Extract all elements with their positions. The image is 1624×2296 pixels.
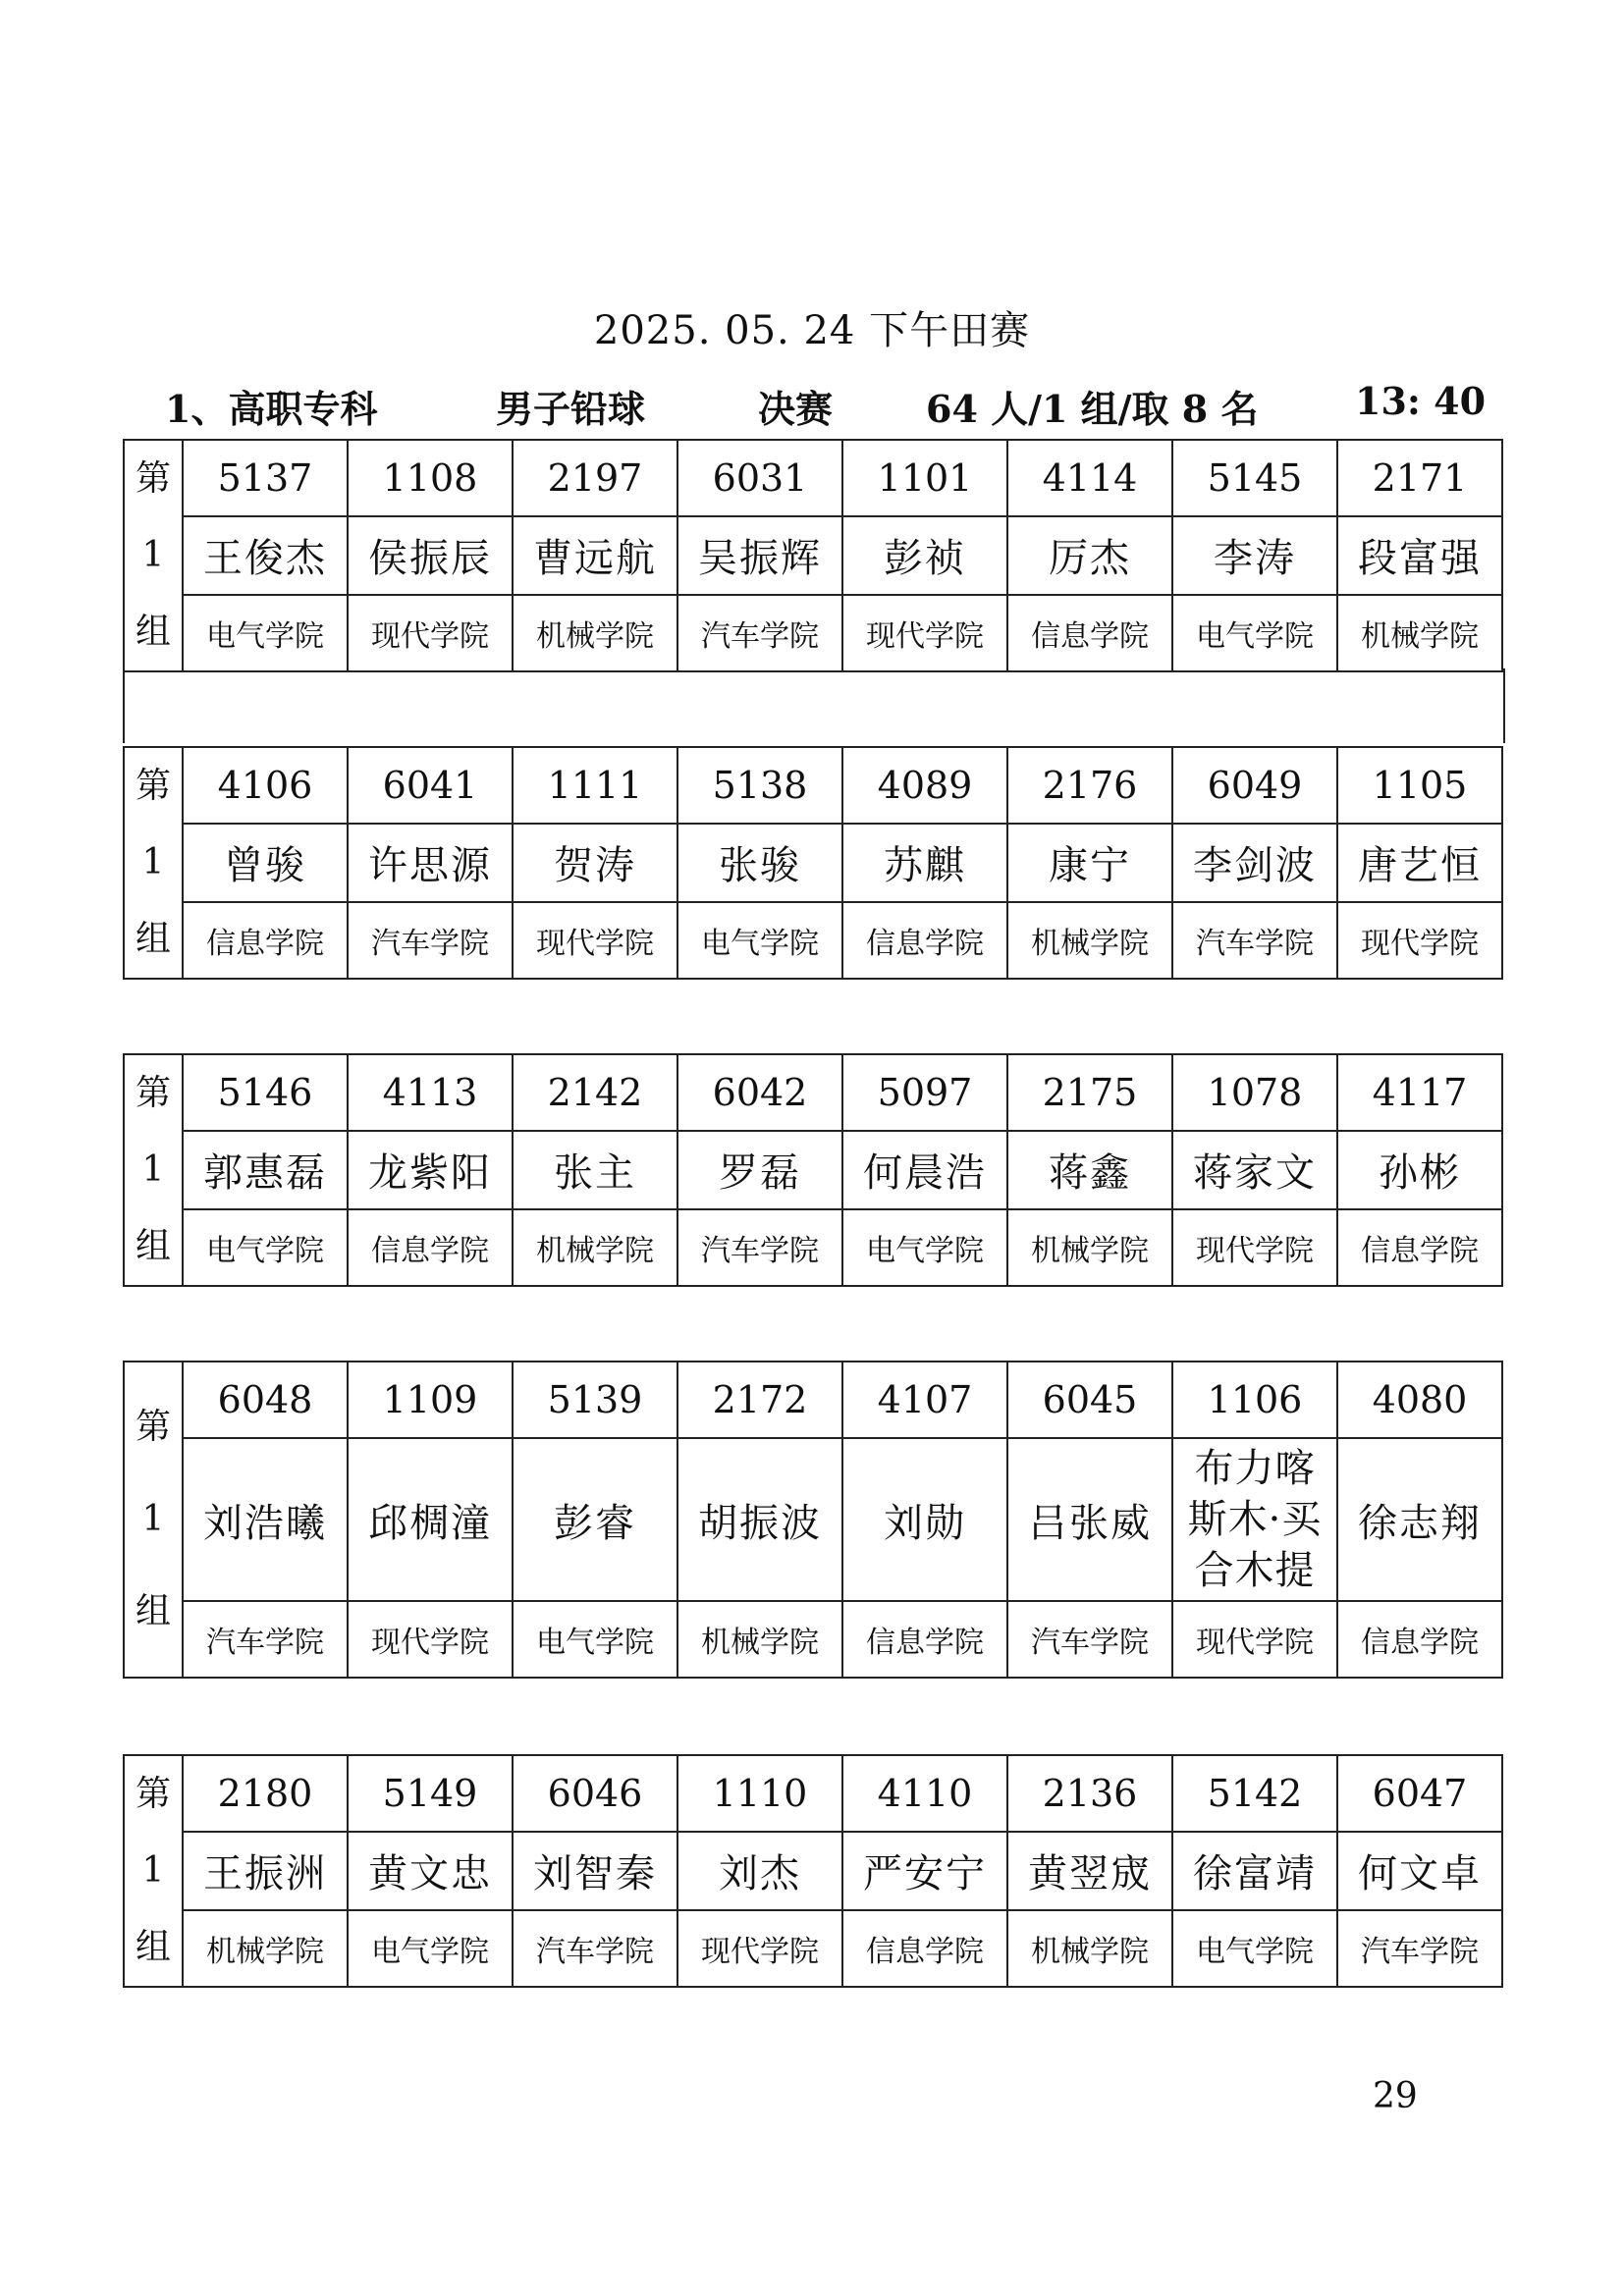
group-label-char: 第 bbox=[135, 1073, 171, 1113]
athlete-name: 李剑波 bbox=[1172, 824, 1337, 901]
athlete-number: 4113 bbox=[348, 1054, 513, 1131]
athlete-college: 电气学院 bbox=[842, 1209, 1007, 1286]
group-label-char: 组 bbox=[135, 1927, 171, 1967]
group-label-char: 1 bbox=[141, 842, 165, 882]
athlete-college: 汽车学院 bbox=[1172, 902, 1337, 979]
athlete-name: 吕张威 bbox=[1007, 1438, 1172, 1601]
athlete-college: 汽车学院 bbox=[348, 902, 513, 979]
event-round: 决赛 bbox=[758, 387, 834, 431]
athlete-college: 信息学院 bbox=[842, 1601, 1007, 1678]
athlete-college: 汽车学院 bbox=[1337, 1910, 1502, 1987]
athlete-number: 5139 bbox=[513, 1362, 677, 1438]
athlete-number: 6045 bbox=[1007, 1362, 1172, 1438]
athlete-name: 蒋家文 bbox=[1172, 1131, 1337, 1208]
athlete-college: 信息学院 bbox=[842, 1910, 1007, 1987]
athlete-name: 唐艺恒 bbox=[1337, 824, 1502, 901]
athlete-name: 刘杰 bbox=[677, 1832, 842, 1909]
athlete-college: 机械学院 bbox=[513, 1209, 677, 1286]
athlete-number: 4107 bbox=[842, 1362, 1007, 1438]
athlete-number: 5138 bbox=[677, 747, 842, 824]
athlete-name: 苏麒 bbox=[842, 824, 1007, 901]
athlete-number: 4080 bbox=[1337, 1362, 1502, 1438]
athlete-college: 电气学院 bbox=[513, 1601, 677, 1678]
athlete-name: 侯振辰 bbox=[348, 516, 513, 594]
athlete-number: 4106 bbox=[183, 747, 348, 824]
athlete-name: 王俊杰 bbox=[183, 516, 348, 594]
athlete-number: 2136 bbox=[1007, 1755, 1172, 1832]
athlete-name: 刘智秦 bbox=[513, 1832, 677, 1909]
athlete-number: 1109 bbox=[348, 1362, 513, 1438]
athlete-number: 4089 bbox=[842, 747, 1007, 824]
athlete-college: 汽车学院 bbox=[183, 1601, 348, 1678]
athlete-name: 刘勋 bbox=[842, 1438, 1007, 1601]
group-label-char: 第 bbox=[135, 1774, 171, 1814]
athlete-college: 机械学院 bbox=[677, 1601, 842, 1678]
athlete-number: 5137 bbox=[183, 440, 348, 516]
group-table bbox=[123, 1053, 1503, 1287]
athlete-number: 6047 bbox=[1337, 1755, 1502, 1832]
athlete-number: 6042 bbox=[677, 1054, 842, 1131]
athlete-name: 徐志翔 bbox=[1337, 1438, 1502, 1601]
athlete-college: 信息学院 bbox=[183, 902, 348, 979]
athlete-number: 2176 bbox=[1007, 747, 1172, 824]
group-label bbox=[124, 1755, 183, 1987]
athlete-name: 刘浩曦 bbox=[183, 1438, 348, 1601]
athlete-number: 2171 bbox=[1337, 440, 1502, 516]
athlete-college: 现代学院 bbox=[1172, 1209, 1337, 1286]
athlete-college: 电气学院 bbox=[348, 1910, 513, 1987]
athlete-name: 郭惠磊 bbox=[183, 1131, 348, 1208]
athlete-name: 严安宁 bbox=[842, 1832, 1007, 1909]
group-label-char: 第 bbox=[135, 458, 171, 499]
group-label-char: 第 bbox=[135, 1407, 171, 1447]
athlete-name: 罗磊 bbox=[677, 1131, 842, 1208]
athlete-number: 2142 bbox=[513, 1054, 677, 1131]
athlete-college: 电气学院 bbox=[1172, 1910, 1337, 1987]
athlete-number: 6046 bbox=[513, 1755, 677, 1832]
athlete-number: 6031 bbox=[677, 440, 842, 516]
athlete-number: 6041 bbox=[348, 747, 513, 824]
athlete-name: 王振洲 bbox=[183, 1832, 348, 1909]
group-label-char: 第 bbox=[135, 766, 171, 806]
page-title: 2025. 05. 24 下午田赛 bbox=[593, 308, 1031, 353]
group-label bbox=[124, 1054, 183, 1286]
athlete-number: 2197 bbox=[513, 440, 677, 516]
athlete-number: 1111 bbox=[513, 747, 677, 824]
athlete-number: 1110 bbox=[677, 1755, 842, 1832]
athlete-name: 厉杰 bbox=[1007, 516, 1172, 594]
event-header bbox=[165, 379, 1487, 431]
athlete-name: 段富强 bbox=[1337, 516, 1502, 594]
event-item: 1、高职专科 bbox=[165, 387, 378, 431]
athlete-name: 李涛 bbox=[1172, 516, 1337, 594]
athlete-college: 电气学院 bbox=[183, 1209, 348, 1286]
athlete-college: 现代学院 bbox=[348, 595, 513, 671]
athlete-number: 6049 bbox=[1172, 747, 1337, 824]
athlete-number: 2180 bbox=[183, 1755, 348, 1832]
athlete-number: 2175 bbox=[1007, 1054, 1172, 1131]
event-time: 13: 40 bbox=[1355, 379, 1487, 423]
athlete-name: 蒋鑫 bbox=[1007, 1131, 1172, 1208]
athlete-number: 2172 bbox=[677, 1362, 842, 1438]
group-label-char: 1 bbox=[141, 1499, 165, 1539]
athlete-name: 贺涛 bbox=[513, 824, 677, 901]
athlete-name: 许思源 bbox=[348, 824, 513, 901]
group-label bbox=[124, 440, 183, 671]
athlete-number: 4117 bbox=[1337, 1054, 1502, 1131]
athlete-name: 徐富靖 bbox=[1172, 1832, 1337, 1909]
group-table bbox=[123, 746, 1503, 980]
athlete-name: 邱椆潼 bbox=[348, 1438, 513, 1601]
athlete-number: 1101 bbox=[842, 440, 1007, 516]
group-label bbox=[124, 1362, 183, 1678]
athlete-college: 汽车学院 bbox=[513, 1910, 677, 1987]
athlete-college: 现代学院 bbox=[348, 1601, 513, 1678]
athlete-number: 5149 bbox=[348, 1755, 513, 1832]
athlete-college: 汽车学院 bbox=[677, 595, 842, 671]
group-label-char: 组 bbox=[135, 919, 171, 959]
group-label-char: 1 bbox=[141, 535, 165, 575]
athlete-number: 1078 bbox=[1172, 1054, 1337, 1131]
athlete-college: 现代学院 bbox=[513, 902, 677, 979]
group-label-char: 组 bbox=[135, 1226, 171, 1266]
athlete-name: 彭祯 bbox=[842, 516, 1007, 594]
athlete-number: 1106 bbox=[1172, 1362, 1337, 1438]
athlete-name: 康宁 bbox=[1007, 824, 1172, 901]
athlete-college: 信息学院 bbox=[1337, 1209, 1502, 1286]
athlete-name: 彭睿 bbox=[513, 1438, 677, 1601]
athlete-name: 张骏 bbox=[677, 824, 842, 901]
athlete-number: 4110 bbox=[842, 1755, 1007, 1832]
athlete-number: 1108 bbox=[348, 440, 513, 516]
athlete-college: 机械学院 bbox=[1007, 1910, 1172, 1987]
athlete-college: 现代学院 bbox=[1172, 1601, 1337, 1678]
athlete-name: 布力喀 斯木·买 合木提 bbox=[1172, 1438, 1337, 1601]
athlete-college: 机械学院 bbox=[183, 1910, 348, 1987]
athlete-name: 张主 bbox=[513, 1131, 677, 1208]
athlete-name: 何晨浩 bbox=[842, 1131, 1007, 1208]
group-table bbox=[123, 439, 1503, 672]
athlete-college: 现代学院 bbox=[677, 1910, 842, 1987]
athlete-name: 孙彬 bbox=[1337, 1131, 1502, 1208]
athlete-name: 黄翌宬 bbox=[1007, 1832, 1172, 1909]
athlete-college: 信息学院 bbox=[348, 1209, 513, 1286]
athlete-college: 电气学院 bbox=[677, 902, 842, 979]
group-table bbox=[123, 1754, 1503, 1988]
athlete-name: 何文卓 bbox=[1337, 1832, 1502, 1909]
group-label-char: 组 bbox=[135, 1591, 171, 1631]
group-label-char: 组 bbox=[135, 612, 171, 652]
athlete-name: 黄文忠 bbox=[348, 1832, 513, 1909]
athlete-college: 机械学院 bbox=[1337, 595, 1502, 671]
athlete-name: 胡振波 bbox=[677, 1438, 842, 1601]
athlete-college: 信息学院 bbox=[842, 902, 1007, 979]
athlete-college: 信息学院 bbox=[1337, 1601, 1502, 1678]
athlete-college: 现代学院 bbox=[1337, 902, 1502, 979]
athlete-number: 5145 bbox=[1172, 440, 1337, 516]
athlete-college: 汽车学院 bbox=[677, 1209, 842, 1286]
athlete-name: 吴振辉 bbox=[677, 516, 842, 594]
group-table bbox=[123, 1361, 1503, 1679]
athlete-number: 4114 bbox=[1007, 440, 1172, 516]
group-label bbox=[124, 747, 183, 979]
group-label-char: 1 bbox=[141, 1850, 165, 1891]
athlete-number: 5142 bbox=[1172, 1755, 1337, 1832]
athlete-name: 曹远航 bbox=[513, 516, 677, 594]
athlete-college: 电气学院 bbox=[183, 595, 348, 671]
athlete-college: 现代学院 bbox=[842, 595, 1007, 671]
athlete-college: 信息学院 bbox=[1007, 595, 1172, 671]
event-name: 男子铅球 bbox=[496, 387, 646, 431]
group-label-char: 1 bbox=[141, 1149, 165, 1190]
athlete-college: 机械学院 bbox=[1007, 1209, 1172, 1286]
athlete-number: 5146 bbox=[183, 1054, 348, 1131]
athlete-college: 机械学院 bbox=[1007, 902, 1172, 979]
athlete-name: 曾骏 bbox=[183, 824, 348, 901]
page-number: 29 bbox=[1373, 2076, 1418, 2116]
athlete-number: 6048 bbox=[183, 1362, 348, 1438]
athlete-college: 电气学院 bbox=[1172, 595, 1337, 671]
athlete-college: 机械学院 bbox=[513, 595, 677, 671]
event-quota: 64 人/1 组/取 8 名 bbox=[926, 387, 1259, 431]
athlete-name: 龙紫阳 bbox=[348, 1131, 513, 1208]
athlete-number: 1105 bbox=[1337, 747, 1502, 824]
athlete-number: 5097 bbox=[842, 1054, 1007, 1131]
athlete-college: 汽车学院 bbox=[1007, 1601, 1172, 1678]
group-separator bbox=[123, 668, 1505, 743]
